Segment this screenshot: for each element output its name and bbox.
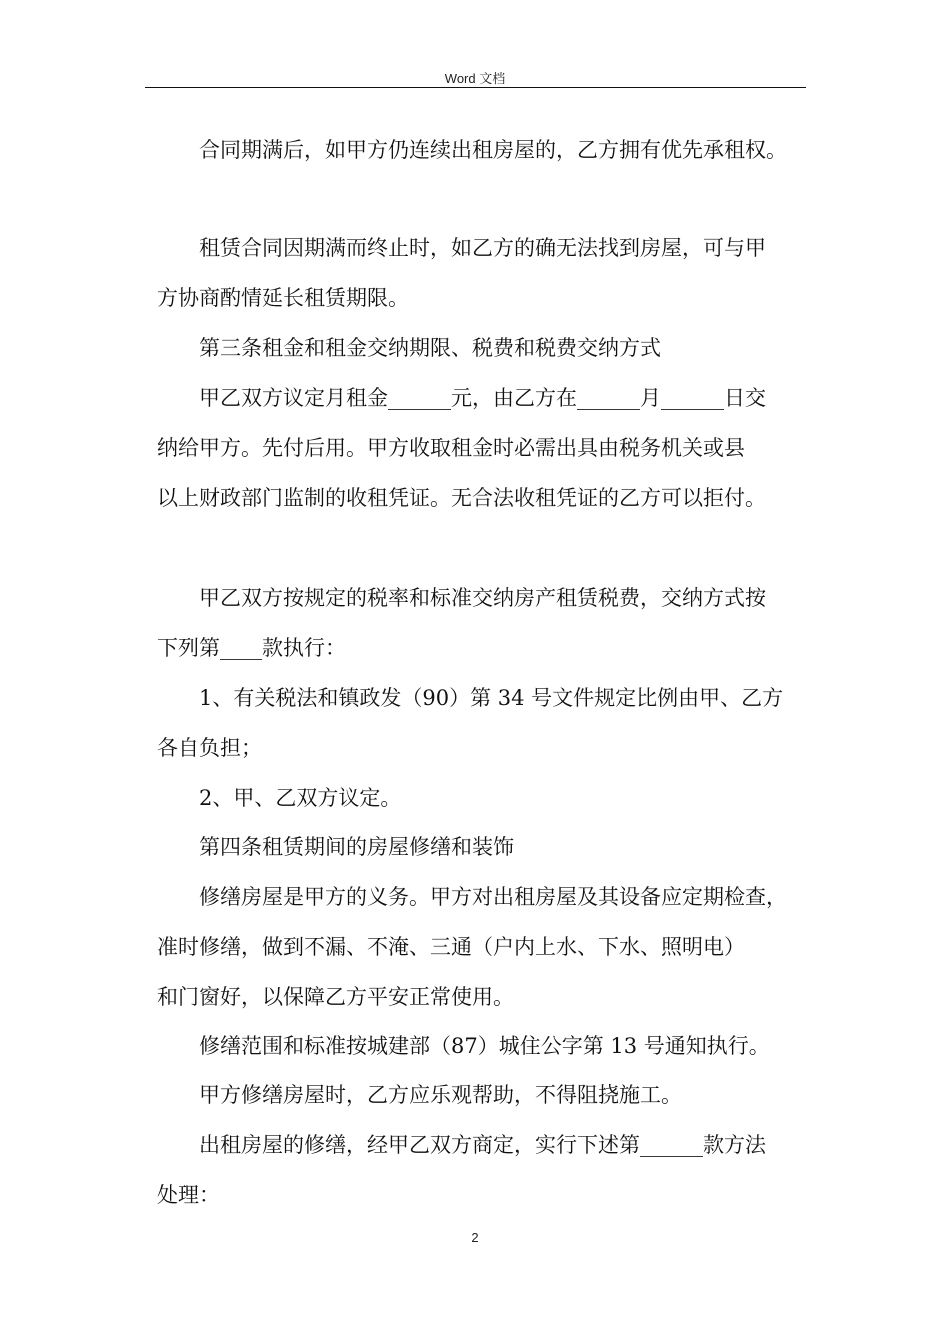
header-rule: [145, 87, 806, 88]
section-heading-article-4: [178, 822, 818, 872]
text-line: 2、甲、乙双方议定。: [199, 786, 402, 810]
paragraph-lease-extension: [157, 223, 818, 323]
paragraph-repair-scope: [178, 1021, 818, 1071]
page-number: 2: [471, 1230, 479, 1245]
text-line: 甲方修缮房屋时，乙方应乐观帮助，不得阻挠施工。: [199, 1083, 682, 1107]
paragraph-tax-payment: [157, 573, 818, 673]
page-header: Word 文档: [444, 71, 506, 86]
text-line: 以上财政部门监制的收租凭证。无合法收租凭证的乙方可以拒付。: [157, 486, 766, 510]
text-line: 纳给甲方。先付后用。甲方收取租金时必需出具由税务机关或县: [157, 436, 745, 460]
paragraph-rent-payment: [157, 373, 818, 523]
text-line: 甲乙双方议定月租金______元，由乙方在______月______日交: [199, 386, 766, 410]
text-line: 各自负担；: [157, 736, 262, 760]
text-line: 租赁合同因期满而终止时，如乙方的确无法找到房屋，可与甲: [199, 236, 766, 260]
text-line: 出租房屋的修缮，经甲乙双方商定，实行下述第______款方法: [199, 1133, 766, 1157]
text-line: 合同期满后，如甲方仍连续出租房屋的，乙方拥有优先承租权。: [199, 138, 787, 162]
text-line: 和门窗好，以保障乙方平安正常使用。: [157, 985, 514, 1009]
text-line: 第四条租赁期间的房屋修缮和装饰: [199, 835, 514, 859]
text-line: 准时修缮，做到不漏、不淹、三通（户内上水、下水、照明电）: [157, 935, 745, 959]
text-line: 处理：: [157, 1183, 220, 1207]
paragraph-renewal-priority: [178, 125, 818, 175]
text-line: 修缮房屋是甲方的义务。甲方对出租房屋及其设备应定期检查，: [199, 885, 787, 909]
paragraph-repair-cooperation: [178, 1070, 818, 1120]
list-item-1: [157, 673, 818, 773]
section-heading-article-3: [178, 323, 818, 373]
text-line: 第三条租金和租金交纳期限、税费和税费交纳方式: [199, 336, 661, 360]
text-line: 甲乙双方按规定的税率和标准交纳房产租赁税费，交纳方式按: [199, 586, 766, 610]
paragraph-repair-duty: [157, 872, 818, 1022]
text-line: 1、有关税法和镇政发（90）第 34 号文件规定比例由甲、乙方: [199, 686, 784, 710]
paragraph-repair-method: [157, 1120, 818, 1220]
text-line: 下列第____款执行：: [157, 636, 346, 660]
text-line: 修缮范围和标准按城建部（87）城住公字第 13 号通知执行。: [199, 1034, 770, 1058]
list-item-2: [178, 773, 818, 823]
text-line: 方协商酌情延长租赁期限。: [157, 286, 409, 310]
